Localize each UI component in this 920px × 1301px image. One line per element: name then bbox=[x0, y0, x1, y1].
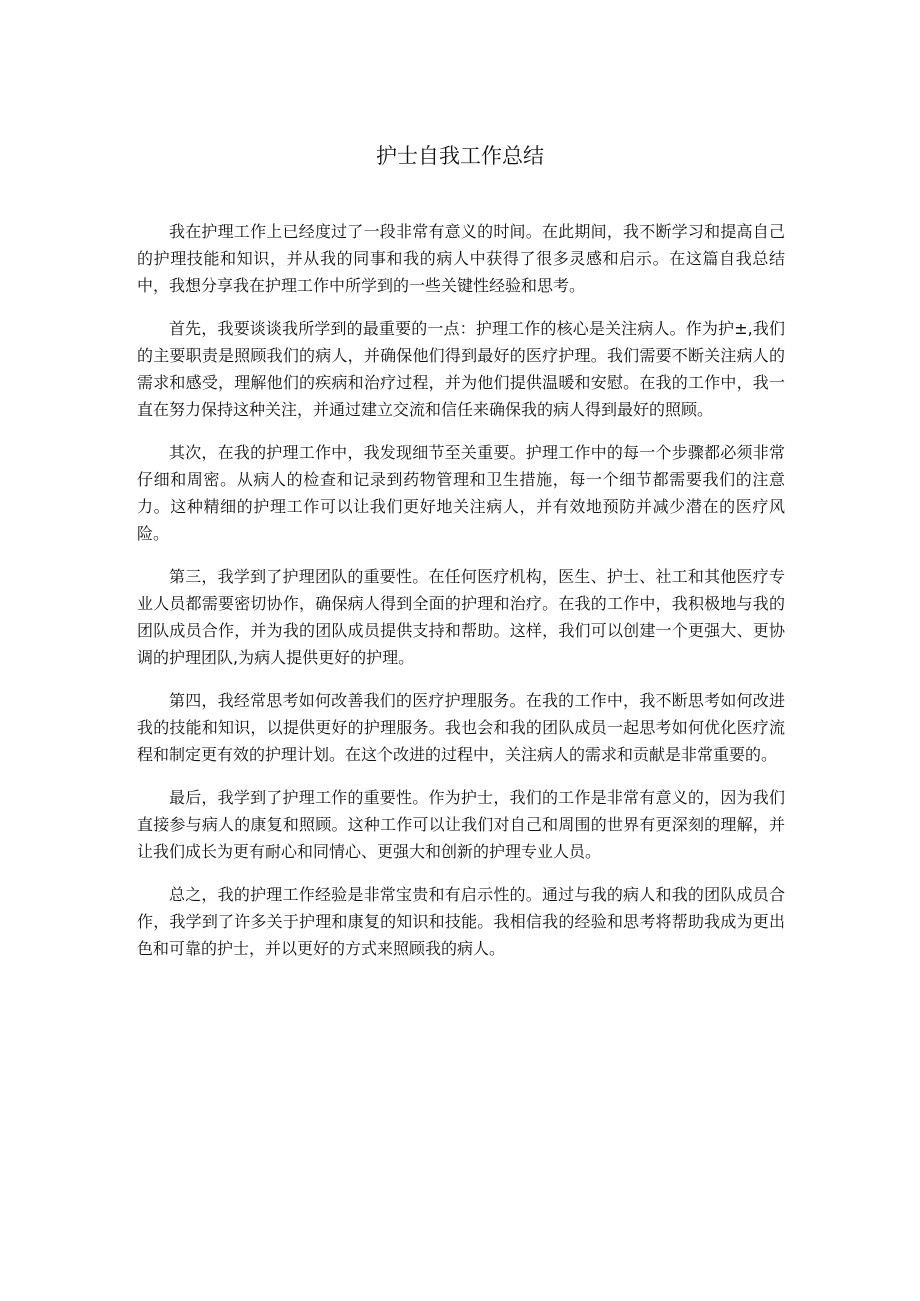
paragraph-fourth: 第四，我经常思考如何改善我们的医疗护理服务。在我的工作中，我不断思考如何改进我的技能和知识，以提供更好的护理服务。我也会和我的团队成员一起思考如何优化医疗流程和制定更有效的护理计划。在这个改进的过程中，关注病人的需求和贡献是非常重要的。 bbox=[137, 691, 785, 764]
document-body bbox=[137, 218, 785, 978]
paragraph-first: 首先，我要谈谈我所学到的最重要的一点：护理工作的核心是关注病人。作为护±,我们的主要职责是照顾我们的病人，并确保他们得到最好的医疗护理。我们需要不断关注病人的需求和感受，理解他们的疾病和治疗过程，并为他们提供温暖和安慰。在我的工作中，我一直在努力保持这种关注，并通过建立交流和信任来确保我的病人得到最好的照顾。 bbox=[137, 319, 785, 419]
document-title: 护士自我工作总结 bbox=[376, 144, 544, 168]
paragraph-last: 最后，我学到了护理工作的重要性。作为护士，我们的工作是非常有意义的，因为我们直接参与病人的康复和照顾。这种工作可以让我们对自己和周围的世界有更深刻的理解，并让我们成长为更有耐心和同情心、更强大和创新的护理专业人员。 bbox=[137, 788, 785, 861]
paragraph-second: 其次，在我的护理工作中，我发现细节至关重要。护理工作中的每一个步骤都必须非常仔细和周密。从病人的检查和记录到药物管理和卫生措施，每一个细节都需要我们的注意力。这种精细的护理工作可以让我们更好地关注病人，并有效地预防并减少潜在的医疗风险。 bbox=[137, 443, 785, 543]
paragraph-third: 第三，我学到了护理团队的重要性。在任何医疗机构，医生、护士、社工和其他医疗专业人员都需要密切协作，确保病人得到全面的护理和治疗。在我的工作中，我积极地与我的团队成员合作，并为我的团队成员提供支持和帮助。这样，我们可以创建一个更强大、更协调的护理团队,为病人提供更好的护理。 bbox=[137, 567, 785, 667]
paragraph-intro: 我在护理工作上已经度过了一段非常有意义的时间。在此期间，我不断学习和提高自己的护理技能和知识，并从我的同事和我的病人中获得了很多灵感和启示。在这篇自我总结中，我想分享我在护理工作中所学到的一些关键性经验和思考。 bbox=[137, 222, 785, 295]
paragraph-conclusion: 总之，我的护理工作经验是非常宝贵和有启示性的。通过与我的病人和我的团队成员合作，我学到了许多关于护理和康复的知识和技能。我相信我的经验和思考将帮助我成为更出色和可靠的护士，并以更好的方式来照顾我的病人。 bbox=[137, 885, 785, 958]
